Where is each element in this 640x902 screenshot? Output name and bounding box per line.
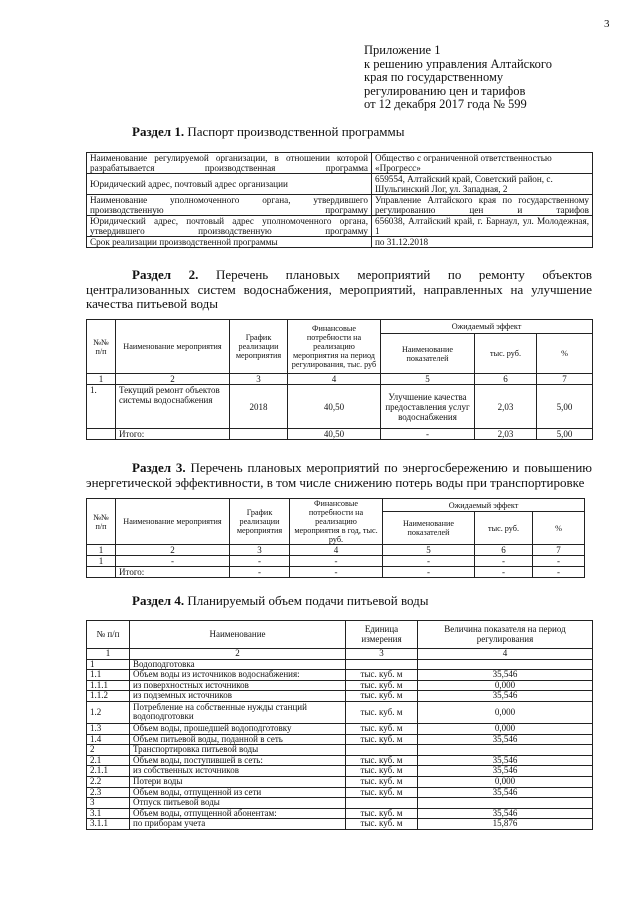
column-numbers-row (87, 649, 593, 660)
col-number: 2 (116, 374, 230, 385)
row-name: Водоподготовка (130, 659, 346, 670)
page-number: 3 (604, 18, 610, 30)
table-header-row (87, 320, 593, 334)
section3-title: Перечень плановых мероприятий по энергосбережению и повышению энергетической эффективности, в том числе снижению потерь воды при транспортировке (86, 460, 592, 490)
passport-value: 659554, Алтайский край, Советский район, с. Шульгинский Лог, ул. Западная, 2 (372, 174, 593, 195)
row-unit (346, 745, 418, 756)
col-number: 4 (288, 374, 381, 385)
water-supply-volume-table (86, 620, 593, 830)
col-num-header: №№ п/п (87, 499, 116, 545)
row-percent: 5,00 (537, 385, 593, 429)
row-thousand: - (475, 556, 533, 567)
section2-title: Перечень плановых мероприятий по ремонту объектов централизованных систем водоснабжения, мероприятий, направленных на улучшение качества питьевой воды (86, 267, 593, 311)
appendix-header (364, 44, 552, 112)
total-thousand: - (475, 567, 533, 578)
table-row (87, 680, 593, 691)
table-row (87, 237, 593, 248)
row-value: 35,546 (418, 766, 593, 777)
col-percent-header: % (537, 334, 593, 374)
row-name: Текущий ремонт объектов системы водоснабжения (116, 385, 230, 429)
col-finance-header: Финансовые потребности на реализацию мероприятия в год, тыс. руб. (290, 499, 383, 545)
section3-heading (86, 461, 592, 490)
col-number: 1 (87, 374, 116, 385)
table-row (87, 734, 593, 745)
row-value: 15,876 (418, 819, 593, 830)
section3-label: Раздел 3. (132, 460, 186, 475)
row-value (418, 659, 593, 670)
row-finance: 40,50 (288, 385, 381, 429)
appendix-line: от 12 декабря 2017 года № 599 (364, 97, 527, 111)
row-unit: тыс. куб. м (346, 734, 418, 745)
table-row (87, 174, 593, 195)
section2-heading (86, 268, 592, 312)
table-row (87, 216, 593, 237)
col-number: 7 (537, 374, 593, 385)
row-unit: тыс. куб. м (346, 670, 418, 681)
section4-label: Раздел 4. (132, 593, 185, 608)
passport-name: Наименование уполномоченного органа, утвердившего производственную программу (87, 195, 372, 216)
row-schedule: 2018 (230, 385, 288, 429)
row-value: 35,546 (418, 787, 593, 798)
table-row (87, 798, 593, 809)
total-label: Итого: (116, 429, 230, 440)
appendix-line: к решению управления Алтайского (364, 56, 552, 71)
row-unit: тыс. куб. м (346, 819, 418, 830)
row-value: 35,546 (418, 755, 593, 766)
row-name: Отпуск питьевой воды (130, 798, 346, 809)
total-row (87, 567, 585, 578)
row-num: 1. (87, 385, 116, 429)
col-schedule-header: График реализации мероприятия (230, 320, 288, 374)
table-row (87, 691, 593, 702)
total-thousand: 2,03 (475, 429, 537, 440)
table-row (87, 766, 593, 777)
row-value: 0,000 (418, 680, 593, 691)
col-name-header: Наименование мероприятия (116, 320, 230, 374)
passport-value: по 31.12.2018 (372, 237, 593, 248)
row-value (418, 745, 593, 756)
total-indicator: - (381, 429, 475, 440)
section1-heading (132, 124, 404, 140)
row-indicator: Улучшение качества предоставления услуг водоснабжения (381, 385, 475, 429)
passport-name: Срок реализации производственной программы (87, 237, 372, 248)
col-num-header: №№ п/п (87, 320, 116, 374)
row-unit: тыс. куб. м (346, 776, 418, 787)
col-indicator-header: Наименование показателей (383, 512, 475, 545)
total-label: Итого: (116, 567, 230, 578)
col-number: 3 (230, 545, 290, 556)
passport-value: 656038, Алтайский край, г. Барнаул, ул. Молодежная, 1 (372, 216, 593, 237)
section4-title: Планируемый объем подачи питьевой воды (187, 593, 429, 608)
row-num: 3.1 (87, 808, 130, 819)
passport-table (86, 152, 593, 248)
row-num: 1.1.2 (87, 691, 130, 702)
col-effect-header: Ожидаемый эффект (381, 320, 593, 334)
row-name: Объем воды, поступившей в сеть: (130, 755, 346, 766)
row-unit: тыс. куб. м (346, 766, 418, 777)
appendix-line: регулированию цен и тарифов (364, 83, 526, 98)
total-percent: - (533, 567, 585, 578)
col-number: 3 (346, 649, 418, 660)
total-row (87, 429, 593, 440)
table-row (87, 723, 593, 734)
row-unit (346, 798, 418, 809)
row-num: 2.2 (87, 776, 130, 787)
row-value: 35,546 (418, 808, 593, 819)
section1-label: Раздел 1. (132, 124, 185, 139)
table-row (87, 819, 593, 830)
total-percent: 5,00 (537, 429, 593, 440)
row-num: 2 (87, 745, 130, 756)
row-value: 0,000 (418, 776, 593, 787)
row-unit: тыс. куб. м (346, 691, 418, 702)
row-unit: тыс. куб. м (346, 808, 418, 819)
row-num: 1 (87, 556, 116, 567)
row-thousand: 2,03 (475, 385, 537, 429)
row-percent: - (533, 556, 585, 567)
row-value: 35,546 (418, 670, 593, 681)
repair-measures-table (86, 319, 593, 440)
table-row (87, 556, 585, 567)
table-row (87, 701, 593, 723)
row-value: 35,546 (418, 691, 593, 702)
col-number: 1 (87, 545, 116, 556)
table-header-row (87, 621, 593, 649)
col-number: 4 (290, 545, 383, 556)
table-row (87, 195, 593, 216)
row-schedule: - (230, 556, 290, 567)
col-thousand-header: тыс. руб. (475, 512, 533, 545)
row-finance: - (290, 556, 383, 567)
row-name: Объем воды, отпущенной абонентам: (130, 808, 346, 819)
col-number: 7 (533, 545, 585, 556)
row-name: Транспортировка питьевой воды (130, 745, 346, 756)
total-indicator: - (383, 567, 475, 578)
col-indicator-header: Наименование показателей (381, 334, 475, 374)
passport-name: Наименование регулируемой организации, в отношении которой разрабатывается производственная программа (87, 153, 372, 174)
row-num: 1.1.1 (87, 680, 130, 691)
table-row (87, 670, 593, 681)
col-value-header: Величина показателя на период регулирования (418, 621, 593, 649)
row-name: Объем воды, отпущенной из сети (130, 787, 346, 798)
col-number: 4 (418, 649, 593, 660)
col-number: 1 (87, 649, 130, 660)
row-name: по приборам учета (130, 819, 346, 830)
total-empty (87, 567, 116, 578)
section1-title: Паспорт производственной программы (187, 124, 405, 139)
col-schedule-header: График реализации мероприятия (230, 499, 290, 545)
col-effect-header: Ожидаемый эффект (383, 499, 585, 512)
table-row (87, 787, 593, 798)
col-number: 6 (475, 374, 537, 385)
col-unit-header: Единица измерения (346, 621, 418, 649)
row-value: 35,546 (418, 734, 593, 745)
row-name: Потери воды (130, 776, 346, 787)
table-row (87, 745, 593, 756)
passport-value: Общество с ограниченной ответственностью «Прогресс» (372, 153, 593, 174)
table-header-row (87, 499, 585, 512)
col-thousand-header: тыс. руб. (475, 334, 537, 374)
row-unit: тыс. куб. м (346, 755, 418, 766)
col-number: 2 (130, 649, 346, 660)
row-unit: тыс. куб. м (346, 680, 418, 691)
total-schedule: - (230, 567, 290, 578)
table-row (87, 153, 593, 174)
total-empty (87, 429, 116, 440)
energy-measures-table (86, 498, 585, 578)
passport-value: Управление Алтайского края по государственному регулированию цен и тарифов (372, 195, 593, 216)
row-name: Объем питьевой воды, поданной в сеть (130, 734, 346, 745)
table-row (87, 776, 593, 787)
col-number: 3 (230, 374, 288, 385)
total-finance: 40,50 (288, 429, 381, 440)
row-value: 0,000 (418, 723, 593, 734)
row-num: 1.4 (87, 734, 130, 745)
row-unit: тыс. куб. м (346, 787, 418, 798)
row-unit: тыс. куб. м (346, 701, 418, 723)
row-name: из подземных источников (130, 691, 346, 702)
passport-name: Юридический адрес, почтовый адрес организации (87, 174, 372, 195)
row-num: 2.3 (87, 787, 130, 798)
appendix-line: края по государственному (364, 70, 504, 84)
row-num: 3 (87, 798, 130, 809)
row-num: 1.1 (87, 670, 130, 681)
column-numbers-row (87, 545, 585, 556)
table-row (87, 385, 593, 429)
row-name: из поверхностных источников (130, 680, 346, 691)
row-num: 1.2 (87, 701, 130, 723)
col-number: 6 (475, 545, 533, 556)
row-name: Объем воды, прошедшей водоподготовку (130, 723, 346, 734)
row-num: 2.1 (87, 755, 130, 766)
section4-heading (132, 593, 429, 609)
row-indicator: - (383, 556, 475, 567)
row-name: из собственных источников (130, 766, 346, 777)
col-num-header: № п/п (87, 621, 130, 649)
row-name: Потребление на собственные нужды станций водоподготовки (130, 701, 346, 723)
table-row (87, 755, 593, 766)
row-num: 2.1.1 (87, 766, 130, 777)
column-numbers-row (87, 374, 593, 385)
section2-label: Раздел 2. (132, 267, 199, 282)
row-value (418, 798, 593, 809)
col-finance-header: Финансовые потребности на реализацию мероприятия на период регулирования, тыс. руб (288, 320, 381, 374)
row-unit: тыс. куб. м (346, 723, 418, 734)
col-name-header: Наименование мероприятия (116, 499, 230, 545)
row-unit (346, 659, 418, 670)
appendix-line: Приложение 1 (364, 43, 441, 57)
row-num: 3.1.1 (87, 819, 130, 830)
col-name-header: Наименование (130, 621, 346, 649)
row-num: 1 (87, 659, 130, 670)
row-value: 0,000 (418, 701, 593, 723)
col-number: 5 (383, 545, 475, 556)
table-row (87, 659, 593, 670)
total-empty (230, 429, 288, 440)
total-finance: - (290, 567, 383, 578)
col-number: 2 (116, 545, 230, 556)
table-row (87, 808, 593, 819)
passport-name: Юридический адрес, почтовый адрес уполномоченного органа, утвердившего производственную программу (87, 216, 372, 237)
row-num: 1.3 (87, 723, 130, 734)
row-name: - (116, 556, 230, 567)
row-name: Объем воды из источников водоснабжения: (130, 670, 346, 681)
col-number: 5 (381, 374, 475, 385)
col-percent-header: % (533, 512, 585, 545)
